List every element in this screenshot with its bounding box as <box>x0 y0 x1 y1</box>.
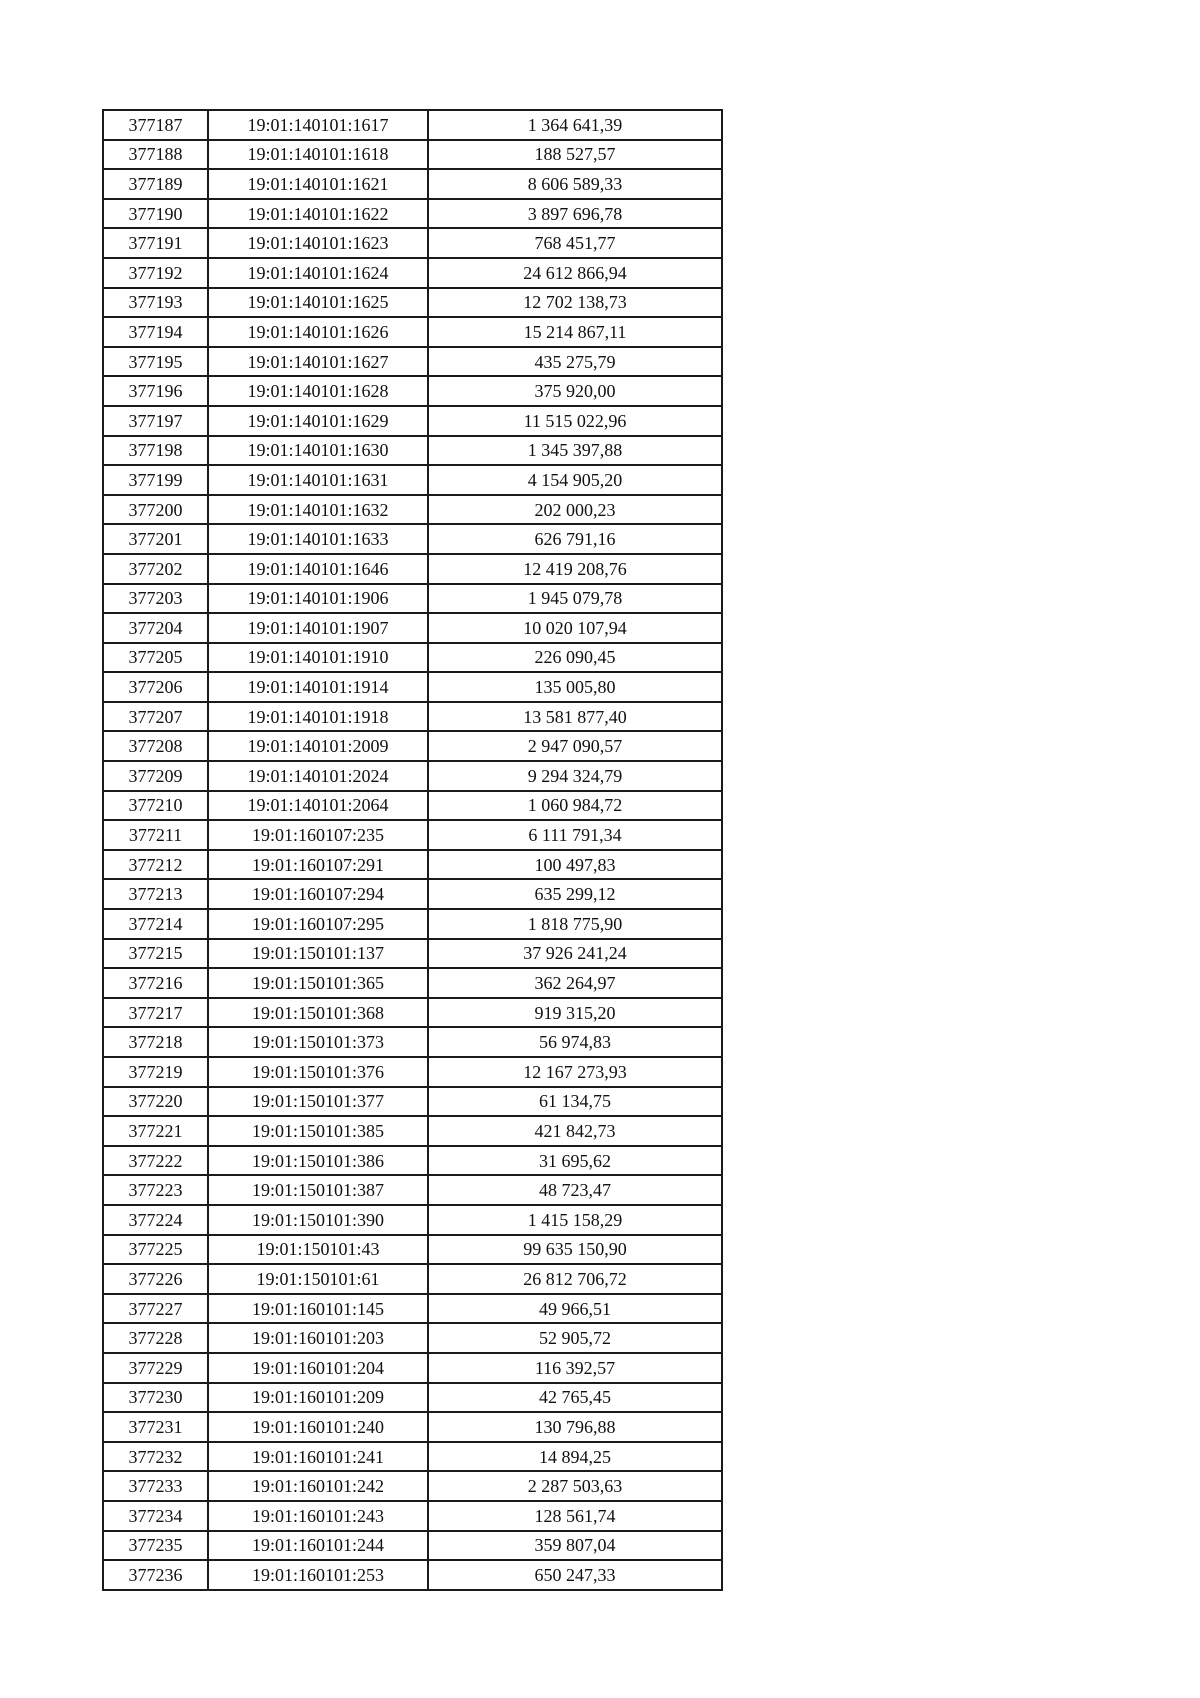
table-row <box>103 1471 722 1501</box>
cadastral-value-cell: 61 134,75 <box>428 1087 722 1117</box>
cadastral-number-cell: 19:01:160101:145 <box>208 1294 428 1324</box>
cadastral-number-cell: 19:01:160101:242 <box>208 1471 428 1501</box>
cadastral-number-cell: 19:01:150101:386 <box>208 1146 428 1176</box>
cadastral-number-cell: 19:01:140101:1633 <box>208 524 428 554</box>
row-number-cell: 377192 <box>103 258 208 288</box>
table-row <box>103 1027 722 1057</box>
row-number-cell: 377206 <box>103 672 208 702</box>
cadastral-value-cell: 226 090,45 <box>428 643 722 673</box>
cadastral-number-cell: 19:01:140101:1630 <box>208 436 428 466</box>
cadastral-value-cell: 99 635 150,90 <box>428 1235 722 1265</box>
cadastral-value-cell: 49 966,51 <box>428 1294 722 1324</box>
table-row <box>103 376 722 406</box>
cadastral-value-cell: 14 894,25 <box>428 1442 722 1472</box>
cadastral-value-cell: 650 247,33 <box>428 1560 722 1590</box>
cadastral-number-cell: 19:01:140101:1918 <box>208 702 428 732</box>
cadastral-number-cell: 19:01:150101:43 <box>208 1235 428 1265</box>
row-number-cell: 377187 <box>103 110 208 140</box>
row-number-cell: 377188 <box>103 140 208 170</box>
row-number-cell: 377190 <box>103 199 208 229</box>
table-row <box>103 169 722 199</box>
cadastral-value-cell: 435 275,79 <box>428 347 722 377</box>
row-number-cell: 377225 <box>103 1235 208 1265</box>
cadastral-number-cell: 19:01:140101:1617 <box>208 110 428 140</box>
row-number-cell: 377216 <box>103 968 208 998</box>
table-row <box>103 1116 722 1146</box>
row-number-cell: 377200 <box>103 495 208 525</box>
cadastral-value-cell: 100 497,83 <box>428 850 722 880</box>
cadastral-value-cell: 13 581 877,40 <box>428 702 722 732</box>
table-row <box>103 584 722 614</box>
table-row <box>103 1501 722 1531</box>
cadastral-number-cell: 19:01:160101:243 <box>208 1501 428 1531</box>
cadastral-number-cell: 19:01:140101:1632 <box>208 495 428 525</box>
cadastral-value-cell: 4 154 905,20 <box>428 465 722 495</box>
cadastral-number-cell: 19:01:140101:1914 <box>208 672 428 702</box>
row-number-cell: 377218 <box>103 1027 208 1057</box>
cadastral-number-cell: 19:01:140101:2009 <box>208 731 428 761</box>
cadastral-value-cell: 1 945 079,78 <box>428 584 722 614</box>
cadastral-value-cell: 202 000,23 <box>428 495 722 525</box>
table-row <box>103 258 722 288</box>
table-row <box>103 1323 722 1353</box>
cadastral-value-cell: 12 419 208,76 <box>428 554 722 584</box>
cadastral-number-cell: 19:01:140101:1621 <box>208 169 428 199</box>
row-number-cell: 377201 <box>103 524 208 554</box>
cadastral-value-cell: 635 299,12 <box>428 879 722 909</box>
cadastral-number-cell: 19:01:140101:1646 <box>208 554 428 584</box>
table-row <box>103 524 722 554</box>
cadastral-value-cell: 6 111 791,34 <box>428 820 722 850</box>
row-number-cell: 377224 <box>103 1205 208 1235</box>
table-row <box>103 1146 722 1176</box>
cadastral-value-table <box>102 109 723 1591</box>
row-number-cell: 377234 <box>103 1501 208 1531</box>
row-number-cell: 377235 <box>103 1531 208 1561</box>
table-row <box>103 613 722 643</box>
table-body <box>103 110 722 1590</box>
row-number-cell: 377197 <box>103 406 208 436</box>
row-number-cell: 377198 <box>103 436 208 466</box>
row-number-cell: 377219 <box>103 1057 208 1087</box>
cadastral-value-cell: 2 287 503,63 <box>428 1471 722 1501</box>
row-number-cell: 377209 <box>103 761 208 791</box>
row-number-cell: 377228 <box>103 1323 208 1353</box>
cadastral-value-cell: 188 527,57 <box>428 140 722 170</box>
table-row <box>103 406 722 436</box>
cadastral-value-cell: 10 020 107,94 <box>428 613 722 643</box>
table-row <box>103 998 722 1028</box>
cadastral-number-cell: 19:01:140101:1906 <box>208 584 428 614</box>
table-row <box>103 1383 722 1413</box>
cadastral-number-cell: 19:01:160107:235 <box>208 820 428 850</box>
table-row <box>103 1087 722 1117</box>
cadastral-value-cell: 52 905,72 <box>428 1323 722 1353</box>
row-number-cell: 377196 <box>103 376 208 406</box>
cadastral-number-cell: 19:01:150101:385 <box>208 1116 428 1146</box>
row-number-cell: 377195 <box>103 347 208 377</box>
row-number-cell: 377221 <box>103 1116 208 1146</box>
table-row <box>103 317 722 347</box>
row-number-cell: 377189 <box>103 169 208 199</box>
row-number-cell: 377194 <box>103 317 208 347</box>
table-row <box>103 939 722 969</box>
row-number-cell: 377205 <box>103 643 208 673</box>
cadastral-value-cell: 2 947 090,57 <box>428 731 722 761</box>
row-number-cell: 377204 <box>103 613 208 643</box>
row-number-cell: 377220 <box>103 1087 208 1117</box>
cadastral-number-cell: 19:01:140101:1631 <box>208 465 428 495</box>
cadastral-number-cell: 19:01:150101:368 <box>208 998 428 1028</box>
row-number-cell: 377213 <box>103 879 208 909</box>
cadastral-number-cell: 19:01:150101:387 <box>208 1175 428 1205</box>
cadastral-number-cell: 19:01:160101:241 <box>208 1442 428 1472</box>
table-row <box>103 1057 722 1087</box>
cadastral-number-cell: 19:01:140101:1622 <box>208 199 428 229</box>
row-number-cell: 377191 <box>103 228 208 258</box>
cadastral-number-cell: 19:01:160101:203 <box>208 1323 428 1353</box>
table-row <box>103 1560 722 1590</box>
cadastral-number-cell: 19:01:150101:365 <box>208 968 428 998</box>
table-row <box>103 1412 722 1442</box>
row-number-cell: 377212 <box>103 850 208 880</box>
cadastral-value-cell: 3 897 696,78 <box>428 199 722 229</box>
cadastral-number-cell: 19:01:140101:1629 <box>208 406 428 436</box>
table-row <box>103 643 722 673</box>
table-row <box>103 791 722 821</box>
cadastral-value-cell: 1 345 397,88 <box>428 436 722 466</box>
row-number-cell: 377193 <box>103 288 208 318</box>
cadastral-value-cell: 8 606 589,33 <box>428 169 722 199</box>
row-number-cell: 377230 <box>103 1383 208 1413</box>
cadastral-number-cell: 19:01:160101:240 <box>208 1412 428 1442</box>
row-number-cell: 377222 <box>103 1146 208 1176</box>
cadastral-number-cell: 19:01:160107:295 <box>208 909 428 939</box>
cadastral-number-cell: 19:01:160101:204 <box>208 1353 428 1383</box>
cadastral-value-cell: 12 702 138,73 <box>428 288 722 318</box>
cadastral-number-cell: 19:01:140101:1910 <box>208 643 428 673</box>
cadastral-value-cell: 362 264,97 <box>428 968 722 998</box>
cadastral-number-cell: 19:01:150101:137 <box>208 939 428 969</box>
cadastral-number-cell: 19:01:140101:1907 <box>208 613 428 643</box>
row-number-cell: 377210 <box>103 791 208 821</box>
cadastral-number-cell: 19:01:150101:373 <box>208 1027 428 1057</box>
table-row <box>103 820 722 850</box>
cadastral-number-cell: 19:01:160107:294 <box>208 879 428 909</box>
table-row <box>103 1205 722 1235</box>
cadastral-value-cell: 1 364 641,39 <box>428 110 722 140</box>
table-row <box>103 465 722 495</box>
table-row <box>103 850 722 880</box>
table-row <box>103 761 722 791</box>
table-row <box>103 228 722 258</box>
cadastral-number-cell: 19:01:140101:1626 <box>208 317 428 347</box>
table-row <box>103 288 722 318</box>
row-number-cell: 377227 <box>103 1294 208 1324</box>
table-row <box>103 140 722 170</box>
cadastral-value-cell: 11 515 022,96 <box>428 406 722 436</box>
table-row <box>103 554 722 584</box>
table-row <box>103 199 722 229</box>
cadastral-value-cell: 128 561,74 <box>428 1501 722 1531</box>
table-row <box>103 495 722 525</box>
cadastral-number-cell: 19:01:140101:1627 <box>208 347 428 377</box>
row-number-cell: 377236 <box>103 1560 208 1590</box>
cadastral-number-cell: 19:01:160101:209 <box>208 1383 428 1413</box>
cadastral-value-cell: 919 315,20 <box>428 998 722 1028</box>
cadastral-number-cell: 19:01:140101:2024 <box>208 761 428 791</box>
row-number-cell: 377203 <box>103 584 208 614</box>
cadastral-number-cell: 19:01:140101:1628 <box>208 376 428 406</box>
cadastral-number-cell: 19:01:150101:390 <box>208 1205 428 1235</box>
table-row <box>103 1442 722 1472</box>
row-number-cell: 377231 <box>103 1412 208 1442</box>
cadastral-number-cell: 19:01:140101:1623 <box>208 228 428 258</box>
row-number-cell: 377226 <box>103 1264 208 1294</box>
cadastral-value-cell: 1 818 775,90 <box>428 909 722 939</box>
row-number-cell: 377215 <box>103 939 208 969</box>
table-row <box>103 731 722 761</box>
cadastral-number-cell: 19:01:140101:1618 <box>208 140 428 170</box>
cadastral-number-cell: 19:01:140101:1625 <box>208 288 428 318</box>
cadastral-value-cell: 42 765,45 <box>428 1383 722 1413</box>
table-row <box>103 1531 722 1561</box>
cadastral-number-cell: 19:01:160101:253 <box>208 1560 428 1590</box>
row-number-cell: 377207 <box>103 702 208 732</box>
table-row <box>103 702 722 732</box>
cadastral-value-cell: 116 392,57 <box>428 1353 722 1383</box>
row-number-cell: 377217 <box>103 998 208 1028</box>
table-row <box>103 347 722 377</box>
cadastral-value-cell: 375 920,00 <box>428 376 722 406</box>
cadastral-number-cell: 19:01:150101:377 <box>208 1087 428 1117</box>
cadastral-number-cell: 19:01:150101:376 <box>208 1057 428 1087</box>
table-row <box>103 1175 722 1205</box>
table-row <box>103 1294 722 1324</box>
table-row <box>103 1353 722 1383</box>
cadastral-value-cell: 135 005,80 <box>428 672 722 702</box>
cadastral-number-cell: 19:01:140101:2064 <box>208 791 428 821</box>
cadastral-value-cell: 9 294 324,79 <box>428 761 722 791</box>
cadastral-number-cell: 19:01:160101:244 <box>208 1531 428 1561</box>
table-row <box>103 968 722 998</box>
row-number-cell: 377232 <box>103 1442 208 1472</box>
row-number-cell: 377233 <box>103 1471 208 1501</box>
cadastral-value-cell: 1 415 158,29 <box>428 1205 722 1235</box>
cadastral-number-cell: 19:01:150101:61 <box>208 1264 428 1294</box>
table-row <box>103 436 722 466</box>
table-row <box>103 879 722 909</box>
cadastral-value-cell: 37 926 241,24 <box>428 939 722 969</box>
row-number-cell: 377211 <box>103 820 208 850</box>
table-row <box>103 1264 722 1294</box>
row-number-cell: 377208 <box>103 731 208 761</box>
table-row <box>103 672 722 702</box>
cadastral-number-cell: 19:01:160107:291 <box>208 850 428 880</box>
table-row <box>103 1235 722 1265</box>
cadastral-value-cell: 56 974,83 <box>428 1027 722 1057</box>
table-row <box>103 909 722 939</box>
cadastral-value-cell: 26 812 706,72 <box>428 1264 722 1294</box>
cadastral-number-cell: 19:01:140101:1624 <box>208 258 428 288</box>
cadastral-value-cell: 12 167 273,93 <box>428 1057 722 1087</box>
cadastral-value-cell: 15 214 867,11 <box>428 317 722 347</box>
cadastral-value-cell: 1 060 984,72 <box>428 791 722 821</box>
cadastral-value-cell: 31 695,62 <box>428 1146 722 1176</box>
table-row <box>103 110 722 140</box>
cadastral-value-cell: 130 796,88 <box>428 1412 722 1442</box>
cadastral-value-cell: 421 842,73 <box>428 1116 722 1146</box>
cadastral-value-cell: 359 807,04 <box>428 1531 722 1561</box>
row-number-cell: 377223 <box>103 1175 208 1205</box>
row-number-cell: 377214 <box>103 909 208 939</box>
cadastral-value-cell: 626 791,16 <box>428 524 722 554</box>
cadastral-value-cell: 24 612 866,94 <box>428 258 722 288</box>
cadastral-value-cell: 768 451,77 <box>428 228 722 258</box>
row-number-cell: 377199 <box>103 465 208 495</box>
cadastral-value-cell: 48 723,47 <box>428 1175 722 1205</box>
row-number-cell: 377202 <box>103 554 208 584</box>
row-number-cell: 377229 <box>103 1353 208 1383</box>
